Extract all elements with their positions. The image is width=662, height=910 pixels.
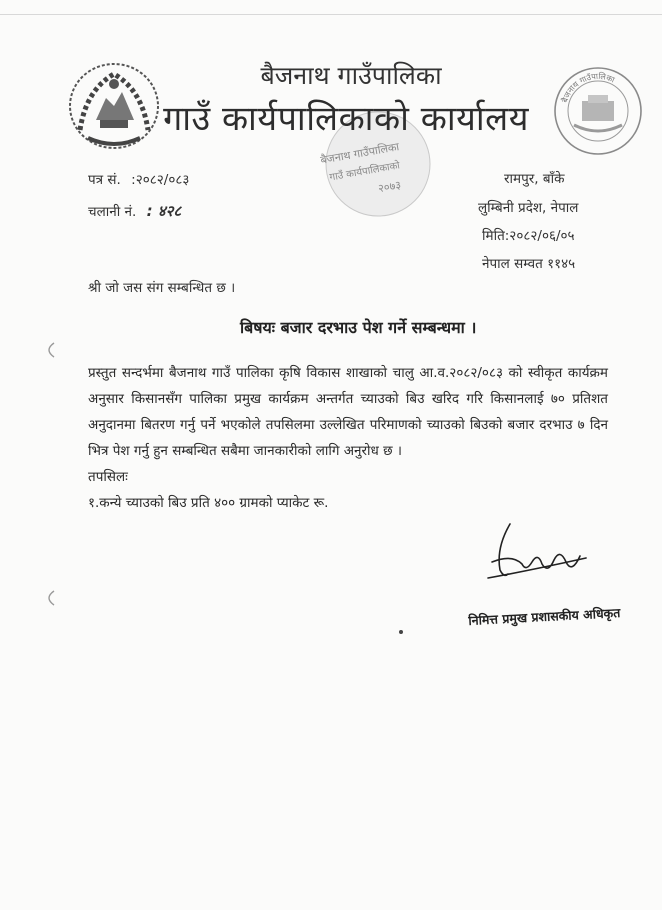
- ref-label: पत्र सं.: [88, 172, 121, 188]
- letter-date: मिति:२०८२/०६/०५: [482, 228, 575, 244]
- list-item: १.कन्ये च्याउको बिउ प्रति ४०० ग्रामको प्याकेट रू.: [88, 495, 329, 511]
- scan-speck: [399, 630, 403, 634]
- dispatch-value: : ४२८: [146, 202, 182, 220]
- list-heading: तपसिलः: [88, 469, 128, 485]
- punch-hole-mark-icon: [40, 340, 60, 360]
- dispatch-label: चलानी नं.: [88, 204, 137, 220]
- signatory-title: निमित्त प्रमुख प्रशासकीय अधिकृत: [468, 605, 621, 628]
- seal-text: बैजनाथ गाउँपालिका: [560, 71, 616, 104]
- body-paragraph: प्रस्तुत सन्दर्भमा बैजनाथ गाउँ पालिका कृषि विकास शाखाको चालु आ.व.२०८२/०८३ को स्वीकृत कार्यक्रम अनुसार किसानसँग पालिका प्रमुख कार्यक्रम अन्तर्गत च्याउको बिउ खरिद गरि किसानलाई ७० प्रतिशत अनुदानमा बितरण गर्नु पर्ने भएकोले तपसिलमा उल्लेखित परिमाणको च्याउको बिउको बजार दरभाउ ७ दिन भित्र पेश गर्नु हुन सम्बन्धित सबैमा जानकारीको लागि अनुरोध छ ।: [88, 365, 608, 459]
- letter-body: [88, 360, 608, 516]
- ref-number-row: [88, 170, 189, 188]
- dispatch-number-row: [88, 201, 181, 221]
- top-edge-line: [0, 14, 662, 15]
- stamp-line-2: गाउँ कार्यपालिकाको: [328, 160, 401, 184]
- punch-hole-mark-icon: [40, 588, 60, 608]
- municipality-name: बैजनाथ गाउँपालिका: [260, 61, 442, 90]
- signature-icon: [482, 518, 592, 590]
- stamp-year: २०७३: [377, 178, 402, 196]
- nepal-sambat-date: नेपाल सम्वत ११४५: [482, 256, 576, 272]
- stamp-line-1: बैजनाथ गाउँपालिका: [319, 140, 401, 167]
- subject-line: बिषयः बजार दरभाउ पेश गर्ने सम्बन्धमा ।: [240, 318, 477, 337]
- ref-value: :२०८२/०८३: [131, 172, 190, 188]
- office-title: गाउँ कार्यपालिकाको कार्यालय: [163, 99, 529, 139]
- address-line-2: लुम्बिनी प्रदेश, नेपाल: [478, 200, 579, 216]
- salutation: श्री जो जस संग सम्बन्धित छ ।: [88, 280, 236, 296]
- address-line-1: रामपुर, बाँके: [504, 171, 565, 187]
